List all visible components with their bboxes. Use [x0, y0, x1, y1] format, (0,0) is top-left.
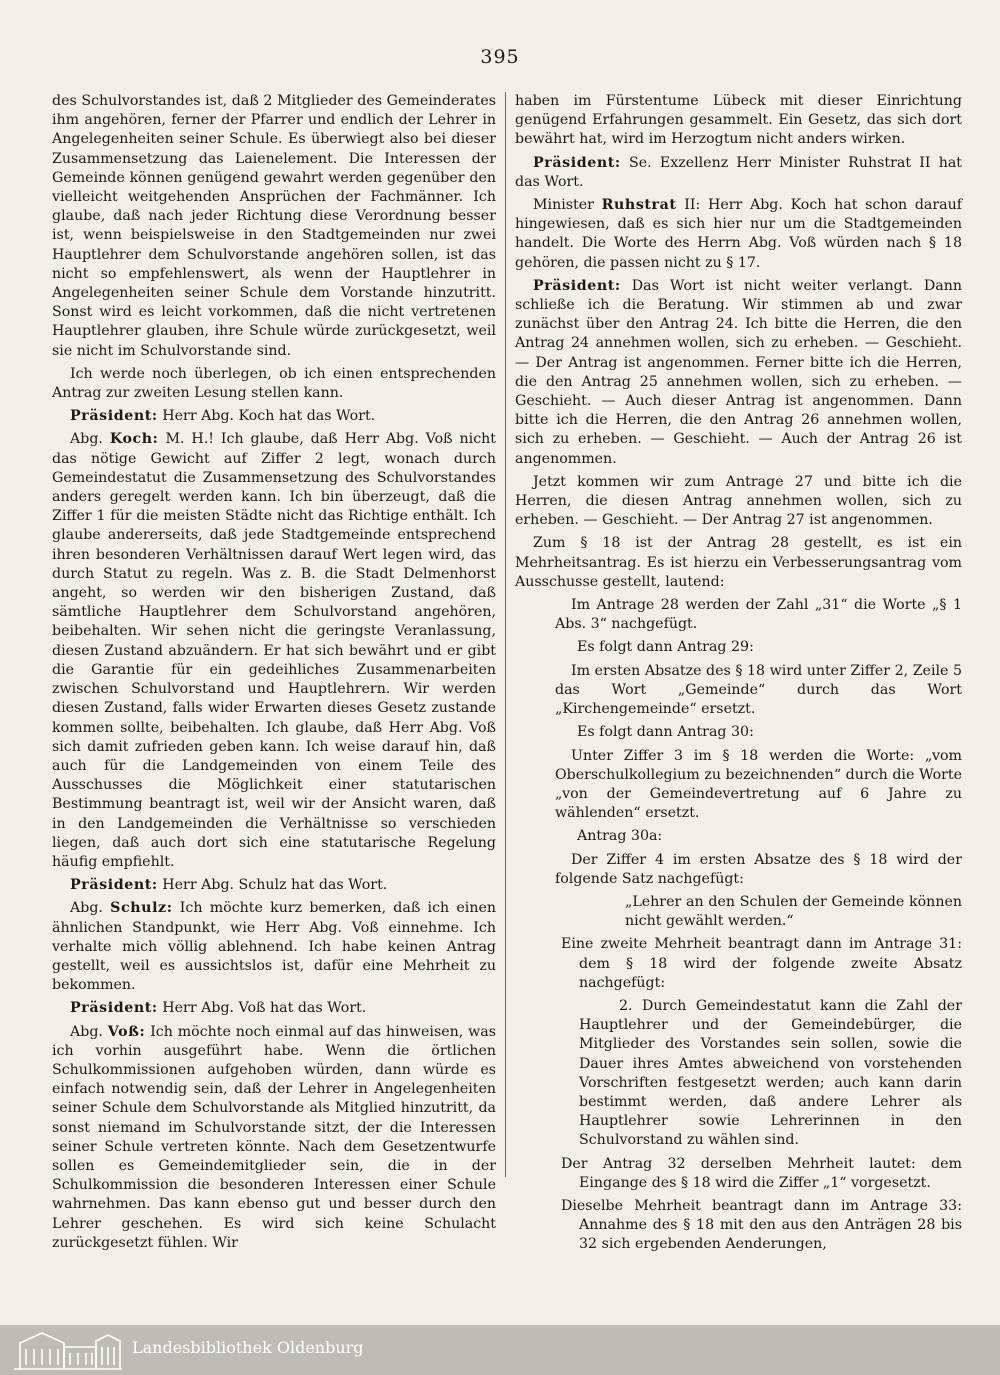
quoted-motion-text — [515, 723, 962, 742]
text-run: Dieselbe Mehrheit beantragt dann im Antrage 33: Annahme des § 18 mit den aus den Anträgen 28 bis 32 sich ergebenden Aenderungen, — [561, 1197, 962, 1253]
speaker-name: Präsident: — [70, 1000, 158, 1017]
text-run: Ich werde noch überlegen, ob ich einen entsprechenden Antrag zur zweiten Lesung stellen kann. — [52, 365, 496, 402]
text-run: Herr Abg. Voß hat das Wort. — [157, 1000, 367, 1017]
page-number: 395 — [480, 46, 520, 68]
text-run: Ich möchte noch einmal auf das hinweisen, was ich vorhin ausgeführt habe. Wenn die örtlichen Schulkommissionen aufgehoben würden, dann würde es einfach notwendig sein, daß der Lehrer in Angelegenheiten seiner Schule dem Schulvorstande als Mitglied hinzutritt, da sonst niemand im Schulvorstande sitzt, der die Interessen seiner Schule vertreten könnte. Nach dem Gesetzentwurfe sollen es Gemeindemitglieder sein, die in der Schulkommission die besonderen Interessen einer Schule wahrnehmen. Das kann ebenso gut und besser durch den Lehrer geschehen. Es wird sich keine Schulacht zurückgesetzt fühlen. Wir — [52, 1023, 496, 1251]
text-run: Der Ziffer 4 im ersten Absatze des § 18 wird der folgende Satz nachgefügt: — [555, 851, 962, 887]
text-run: Abg. — [70, 1023, 108, 1040]
paragraph — [52, 999, 496, 1018]
text-run: Das Wort ist nicht weiter verlangt. Dann schließe ich die Beratung. Wir stimmen ab und zwar zunächst über den Antrag 24. Ich bitte die Herren, die den Antrag 24 annehmen wollen, sich zu erheben. — Geschieht. — Der Antrag ist angenommen. Ferner bitte ich die Herren, die den Antrag 25 annehmen wollen, sich zu erheben. — Geschieht. — Auch dieser Antrag ist angenommen. Dann bitte ich die Herren, die den Antrag 26 annehmen wollen, sich zu erheben. — Geschieht. — Auch der Antrag 26 ist angenommen. — [515, 277, 962, 467]
quoted-motion-text — [515, 893, 962, 931]
paragraph — [515, 473, 962, 531]
quoted-motion-text — [515, 997, 962, 1151]
text-run: II: Herr Abg. Koch hat schon darauf hingewiesen, daß es sich hier nur um die Stadtgemeinden handelt. Die Worte des Herrn Abg. Voß würden nach § 18 gehören, die passen nicht zu § 17. — [515, 197, 962, 271]
paragraph — [52, 899, 496, 995]
speaker-name: Präsident: — [70, 877, 158, 894]
quoted-motion-text — [515, 596, 962, 634]
speaker-name: Koch: — [109, 431, 159, 448]
paragraph — [515, 277, 962, 469]
speaker-name: Voß: — [107, 1023, 146, 1040]
quoted-motion-text — [515, 1197, 962, 1255]
left-column — [52, 92, 496, 1257]
text-run: „Lehrer an den Schulen der Gemeinde können nicht gewählt werden.“ — [625, 893, 962, 930]
text-run: M. H.! Ich glaube, daß Herr Abg. Voß nicht das nötige Gewicht auf Ziffer 2 legt, wonach durch Gemeindestatut die Zusammensetzung des Schulvorstandes anders geregelt werden kann. Ich bin überzeugt, daß die Ziffer 1 für die meisten Städte nicht das Richtige enthält. Ich glaube andererseits, daß jede Stadtgemeinde entsprechend ihren besonderen Verhältnissen darauf Wert legen wird, das durch Statut zu regeln. Was z. B. die Stadt Delmenhorst angeht, so werden wir den bisherigen Zustand, daß sämtliche Hauptlehrer dem Schulvorstand angehören, beibehalten. Wir sehen nicht die geringste Veranlassung, diesen Zustand abzuändern. Er hat sich bewährt und er gibt die Garantie für ein gedeihliches Zusammenarbeiten zwischen Schulvorstand und Hauptlehrern. Wir werden diesen Zustand, falls wider Erwarten dieses Gesetz zustande kommen sollte, beibehalten. Ich glaube, daß Herr Abg. Voß sich damit zufrieden geben kann. Ich weise darauf hin, daß auch für die Landgemeinden von einem Teile des Ausschusses die Möglichkeit einer statutarischen Bestimmung beantragt ist, weil wir der Ansicht waren, daß in den Landgemeinden die Verhältnisse so verschieden liegen, daß auch dort sich eine statutarische Regelung häufig empfiehlt. — [52, 431, 496, 870]
text-run: Unter Ziffer 3 im § 18 werden die Worte: „vom Oberschulkollegium zu bezeichnenden“ durch die Worte „von der Gemeindevertretung auf 6 Jahre zu wählenden“ ersetzt. — [555, 747, 962, 822]
text-run: Abg. — [70, 431, 110, 448]
speaker-name: Präsident: — [533, 277, 621, 294]
right-column — [515, 92, 962, 1259]
paragraph — [515, 534, 962, 592]
quoted-motion-text — [515, 851, 962, 889]
text-run: Zum § 18 ist der Antrag 28 gestellt, es ist ein Mehrheitsantrag. Es ist hierzu ein Verbesserungsantrag vom Ausschusse gestellt, lautend: — [515, 535, 962, 590]
speaker-name: Schulz: — [110, 900, 173, 917]
footer-bar — [0, 1325, 1000, 1375]
text-run: des Schulvorstandes ist, daß 2 Mitglieder des Gemeinderates ihm angehören, ferner der Pfarrer und endlich der Lehrer in Angelegenheiten seiner Schule. Es überwiegt also bei dieser Zusammensetzung das Laienelement. Die Interessen der Gemeinde können genügend gewahrt werden gegenüber den vielleicht weitgehenden Ansprüchen der Fachmänner. Ich glaube, daß nach jeder Richtung diese Verordnung besser ist, wenn beispielsweise in den Stadtgemeinden nur zwei Hauptlehrer dem Schulvorstande angehören sollen, ist das nicht so empfehlenswert, als wenn der Hauptlehrer in Angelegenheiten seiner Schule dem Vorstande hinzutritt. Sonst wird es leicht vorkommen, daß die nicht vertretenen Hauptlehrer glauben, ihre Schule würde zurückgesetzt, weil sie nicht im Schulvorstande sind. — [52, 93, 496, 359]
quoted-motion-text — [515, 662, 962, 720]
text-run: Antrag 30a: — [577, 828, 663, 845]
text-run: haben im Fürstentume Lübeck mit dieser Einrichtung genügend Erfahrungen gesammelt. Ein Gesetz, das sich dort bewährt hat, wird im Herzogtum nicht anders wirken. — [515, 93, 962, 148]
text-run: Ich möchte kurz bemerken, daß ich einen ähnlichen Standpunkt, wie Herr Abg. Voß einnehme. Ich verhalte mich völlig ablehnend. Ich habe keinen Antrag gestellt, weil es aussichtslos ist, dafür eine Mehrheit zu bekommen. — [52, 900, 496, 994]
paragraph — [52, 92, 496, 361]
speaker-name: Präsident: — [70, 408, 158, 425]
quoted-motion-text — [515, 638, 962, 657]
speaker-name: Präsident: — [533, 154, 621, 171]
column-divider — [505, 92, 506, 1177]
text-run: Herr Abg. Schulz hat das Wort. — [157, 877, 388, 894]
quoted-motion-text — [515, 935, 962, 993]
paragraph — [52, 1023, 496, 1253]
quoted-motion-text — [515, 747, 962, 824]
text-run: Minister — [533, 197, 602, 214]
text-run: Jetzt kommen wir zum Antrage 27 und bitte ich die Herren, die diesen Antrag annehmen wollen, sich zu erheben. — Geschieht. — Der Antrag 27 ist angenommen. — [515, 473, 962, 529]
text-run: Es folgt dann Antrag 30: — [577, 724, 754, 741]
paragraph — [515, 154, 962, 192]
text-run: Der Antrag 32 derselben Mehrheit lautet: dem Eingange des § 18 wird die Ziffer „1“ vorgesetzt. — [561, 1155, 962, 1191]
text-run: Se. Exzellenz Herr Minister Ruhstrat II hat das Wort. — [515, 154, 962, 190]
quoted-motion-text — [515, 1155, 962, 1193]
footer-library-name: Landesbibliothek Oldenburg — [132, 1338, 364, 1357]
text-run: Herr Abg. Koch hat das Wort. — [157, 408, 376, 425]
text-run: 2. Durch Gemeindestatut kann die Zahl der Hauptlehrer und der Gemeindebürger, die Mitglieder des Vorstandes sein sollen, sowie die Dauer ihres Amtes abweichend von vorstehenden Vorschriften festgesetzt werden; auch kann darin bestimmt werden, daß andere Lehrer als Hauptlehrer sowie Lehrerinnen in den Schulvorstand zu wählen sind. — [579, 997, 962, 1149]
paragraph — [52, 430, 496, 872]
paragraph — [515, 92, 962, 150]
text-run: Es folgt dann Antrag 29: — [577, 639, 754, 656]
text-run: Abg. — [70, 900, 111, 917]
speaker-name: Ruhstrat — [601, 197, 677, 214]
paragraph — [52, 876, 496, 895]
paragraph — [52, 407, 496, 426]
paragraph — [515, 196, 962, 273]
text-run: Eine zweite Mehrheit beantragt dann im Antrage 31: dem § 18 wird der folgende zweite Absatz nachgefügt: — [561, 936, 962, 991]
quoted-motion-text — [515, 827, 962, 846]
paragraph — [52, 365, 496, 403]
text-run: Im Antrage 28 werden der Zahl „31“ die Worte „§ 1 Abs. 3“ nachgefügt. — [555, 597, 962, 633]
library-building-icon — [12, 1329, 124, 1371]
text-run: Im ersten Absatze des § 18 wird unter Ziffer 2, Zeile 5 das Wort „Gemeinde“ durch das Wort „Kirchengemeinde“ ersetzt. — [555, 662, 962, 718]
